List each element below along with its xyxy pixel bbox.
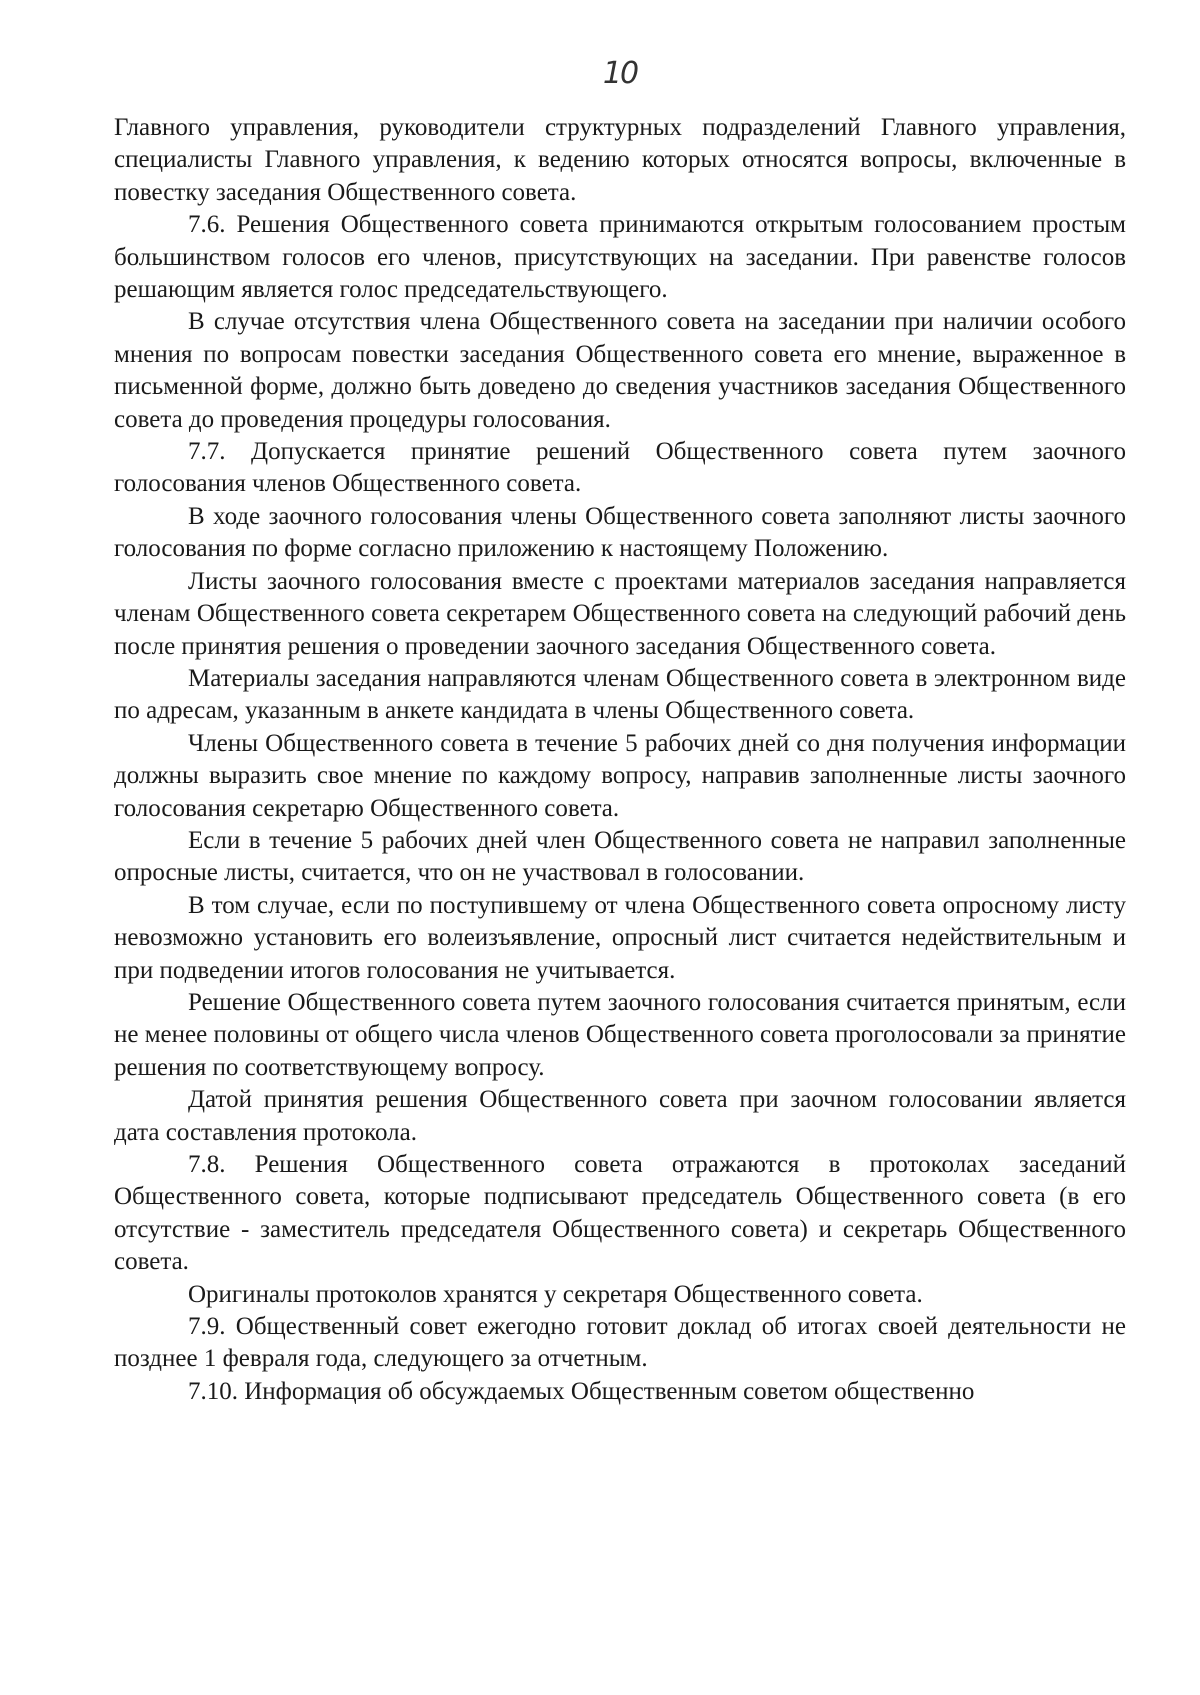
paragraph: Оригиналы протоколов хранятся у секретаря Общественного совета.	[188, 1280, 923, 1308]
paragraph: Члены Общественного совета в течение 5 рабочих дней со дня получения информации должны выразить свое мнение по каждому вопросу, направив заполненные листы заочного голосования секретарю Общественного совета.	[114, 729, 1126, 822]
paragraph: 7.9. Общественный совет ежегодно готовит доклад об итогах своей деятельности не позднее 1 февраля года, следующего за отчетным.	[114, 1313, 1126, 1373]
paragraph: Материалы заседания направляются членам Общественного совета в электронном виде по адресам, указанным в анкете кандидата в члены Общественного совета.	[114, 664, 1126, 725]
paragraph: В ходе заочного голосования члены Общественного совета заполняют листы заочного голосования по форме согласно приложению к настоящему Положению.	[114, 502, 1126, 563]
page-number: 10	[602, 56, 638, 91]
paragraph: 7.6. Решения Общественного совета принимаются открытым голосованием простым большинством голосов его членов, присутствующих на заседании. При равенстве голосов решающим является голос председательствующего.	[114, 211, 1126, 304]
paragraph: Листы заочного голосования вместе с проектами материалов заседания направляется членам Общественного совета секретарем Общественного совета на следующий рабочий день после принятия решения о проведении заочного заседания Общественного совета.	[114, 567, 1126, 660]
paragraph: 7.10. Информация об обсуждаемых Общественным советом общественно	[188, 1377, 975, 1405]
paragraph: В случае отсутствия члена Общественного совета на заседании при наличии особого мнения по вопросам повестки заседания Общественного совета его мнение, выраженное в письменной форме, должно быть доведено до сведения участников заседания Общественного совета до проведения процедуры голосования.	[114, 308, 1126, 433]
paragraph: Главного управления, руководители структурных подразделений Главного управления, специалисты Главного управления, к ведению которых относятся вопросы, включенные в повестку заседания Общественного совета.	[114, 114, 1126, 206]
paragraph: 7.8. Решения Общественного совета отражаются в протоколах заседаний Общественного совета, которые подписывают председатель Общественного совета (в его отсутствие - заместитель председателя Общественного совета) и секретарь Общественного совета.	[114, 1151, 1126, 1276]
paragraph: Решение Общественного совета путем заочного голосования считается принятым, если не менее половины от общего числа членов Общественного совета проголосовали за принятие решения по соответствующему вопросу.	[114, 988, 1126, 1081]
paragraph: 7.7. Допускается принятие решений Общественного совета путем заочного голосования членов Общественного совета.	[114, 438, 1126, 498]
paragraph: Если в течение 5 рабочих дней член Общественного совета не направил заполненные опросные листы, считается, что он не участвовал в голосовании.	[114, 826, 1126, 887]
paragraph: В том случае, если по поступившему от члена Общественного совета опросному листу невозможно установить его волеизъявление, опросный лист считается недействительным и при подведении итогов голосования не учитывается.	[114, 891, 1126, 984]
document-body	[114, 112, 1126, 1408]
paragraph: Датой принятия решения Общественного совета при заочном голосовании является дата составления протокола.	[114, 1086, 1126, 1146]
